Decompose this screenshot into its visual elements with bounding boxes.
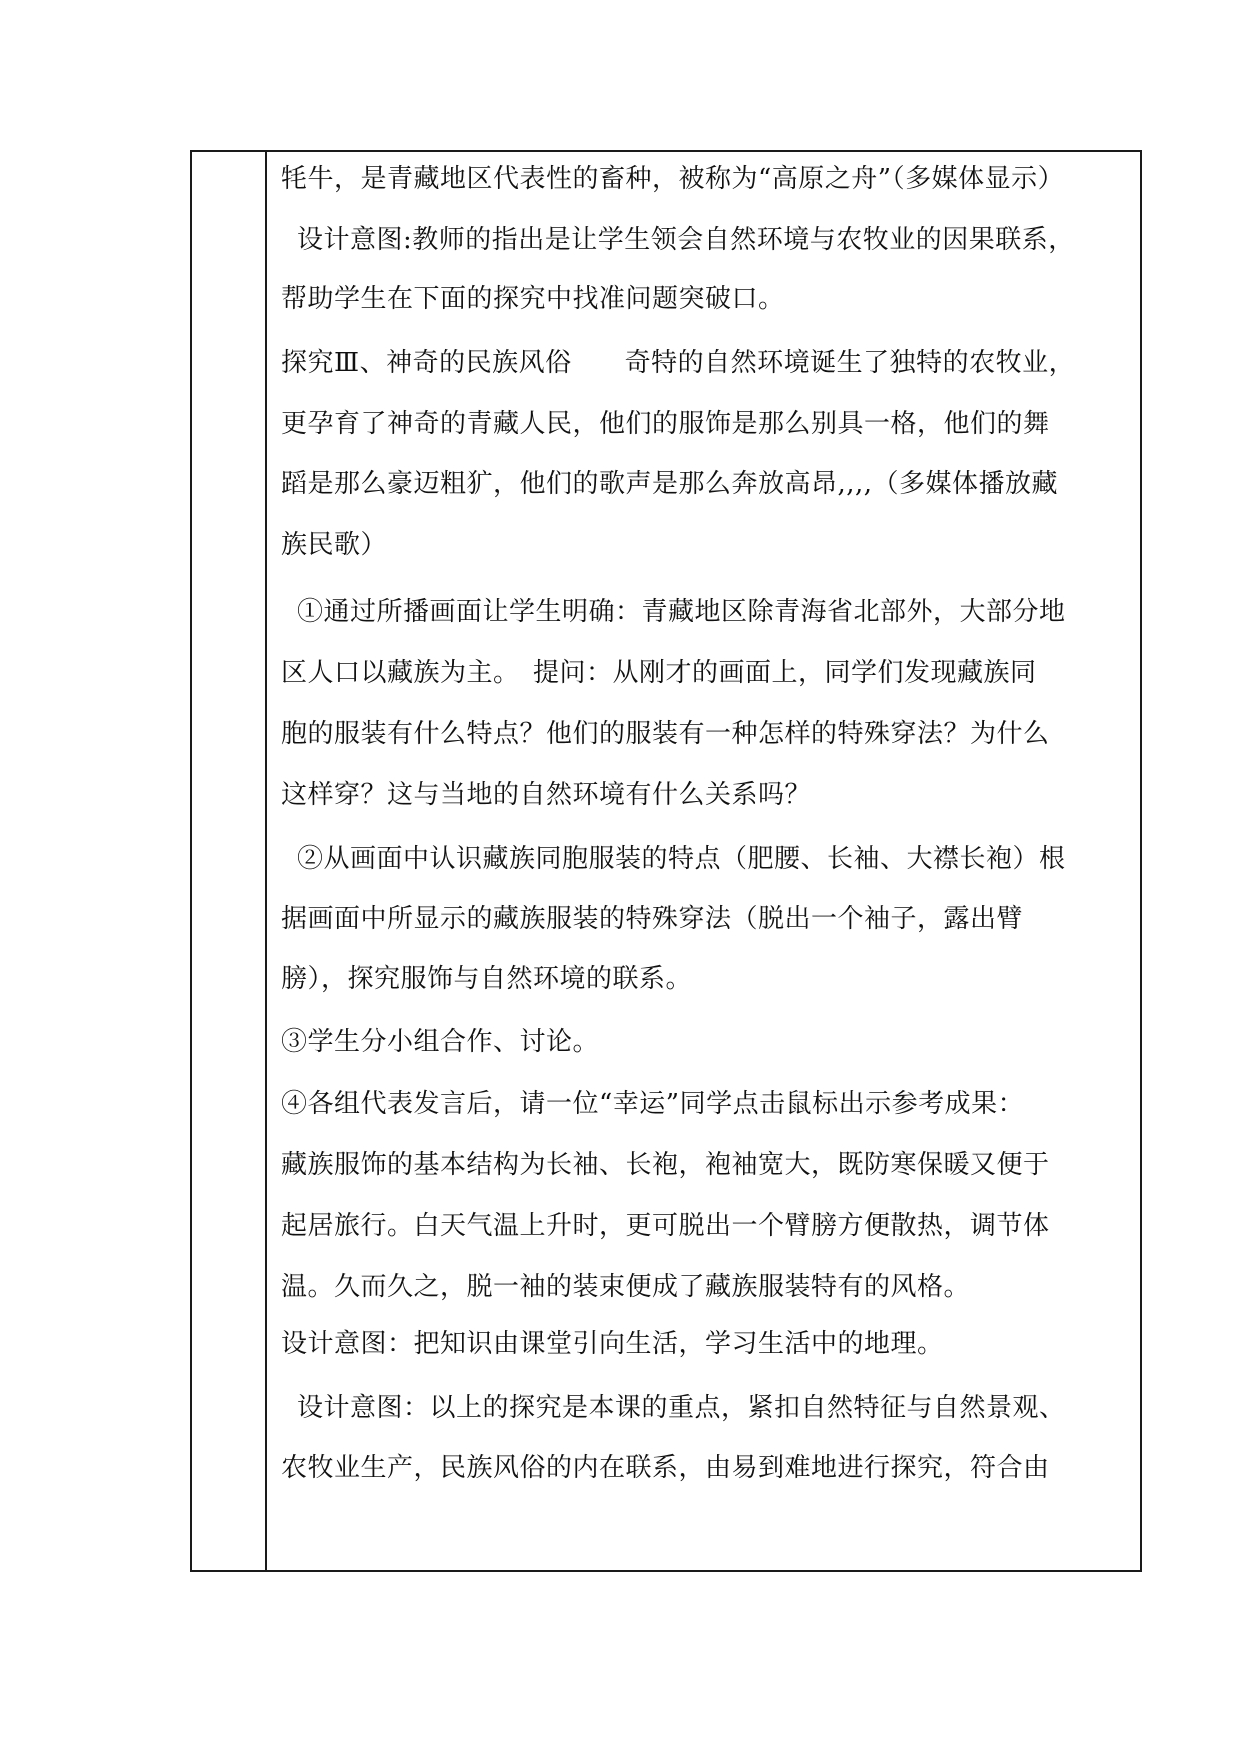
text-line-3: 帮助学生在下面的探究中找准问题突破口。 <box>281 284 785 314</box>
text-line-8: ①通过所播画面让学生明确：青藏地区除青海省北部外，大部分地 <box>297 597 1066 627</box>
text-line-2: 设计意图:教师的指出是让学生领会自然环境与农牧业的因果联系， <box>297 225 1075 255</box>
text-line-14: 膀），探究服饰与自然环境的联系。 <box>281 964 693 994</box>
content-cell <box>267 152 1140 1570</box>
text-line-15: ③学生分小组合作、讨论。 <box>281 1027 600 1057</box>
text-line-12: ②从画面中认识藏族同胞服装的特点（肥腰、长袖、大襟长袍）根 <box>297 844 1066 874</box>
text-line-21: 设计意图：以上的探究是本课的重点，紧扣自然特征与自然景观、 <box>297 1393 1066 1423</box>
text-line-18: 起居旅行。白天气温上升时，更可脱出一个臂膀方便散热，调节体 <box>281 1211 1050 1241</box>
text-line-10: 胞的服装有什么特点？他们的服装有一种怎样的特殊穿法？为什么 <box>281 719 1050 749</box>
text-line-1: 牦牛，是青藏地区代表性的畜种，被称为“高原之舟”（多媒体显示） <box>281 164 1065 194</box>
text-line-22: 农牧业生产，民族风俗的内在联系，由易到难地进行探究，符合由 <box>281 1453 1050 1483</box>
text-line-16: ④各组代表发言后，请一位“幸运”同学点击鼠标出示参考成果： <box>281 1089 1025 1119</box>
text-line-7: 族民歌） <box>281 530 388 560</box>
text-line-17: 藏族服饰的基本结构为长袖、长袍，袍袖宽大，既防寒保暖又便于 <box>281 1150 1050 1180</box>
text-line-9: 区人口以藏族为主。 提问：从刚才的画面上，同学们发现藏族同 <box>281 658 1037 688</box>
text-line-11: 这样穿？这与当地的自然环境有什么关系吗？ <box>281 780 812 810</box>
lesson-table <box>190 150 1142 1572</box>
text-line-4: 探究Ⅲ、神奇的民族风俗 奇特的自然环境诞生了独特的农牧业， <box>281 348 1076 378</box>
text-line-6: 蹈是那么豪迈粗犷，他们的歌声是那么奔放高昂,,,,（多媒体播放藏 <box>281 469 1059 499</box>
text-line-19: 温。久而久之，脱一袖的装束便成了藏族服装特有的风格。 <box>281 1272 971 1302</box>
left-column-cell <box>192 152 267 1570</box>
text-line-20: 设计意图：把知识由课堂引向生活，学习生活中的地理。 <box>281 1329 944 1359</box>
text-line-13: 据画面中所显示的藏族服装的特殊穿法（脱出一个袖子，露出臂 <box>281 904 1024 934</box>
text-line-5: 更孕育了神奇的青藏人民，他们的服饰是那么别具一格，他们的舞 <box>281 409 1050 439</box>
